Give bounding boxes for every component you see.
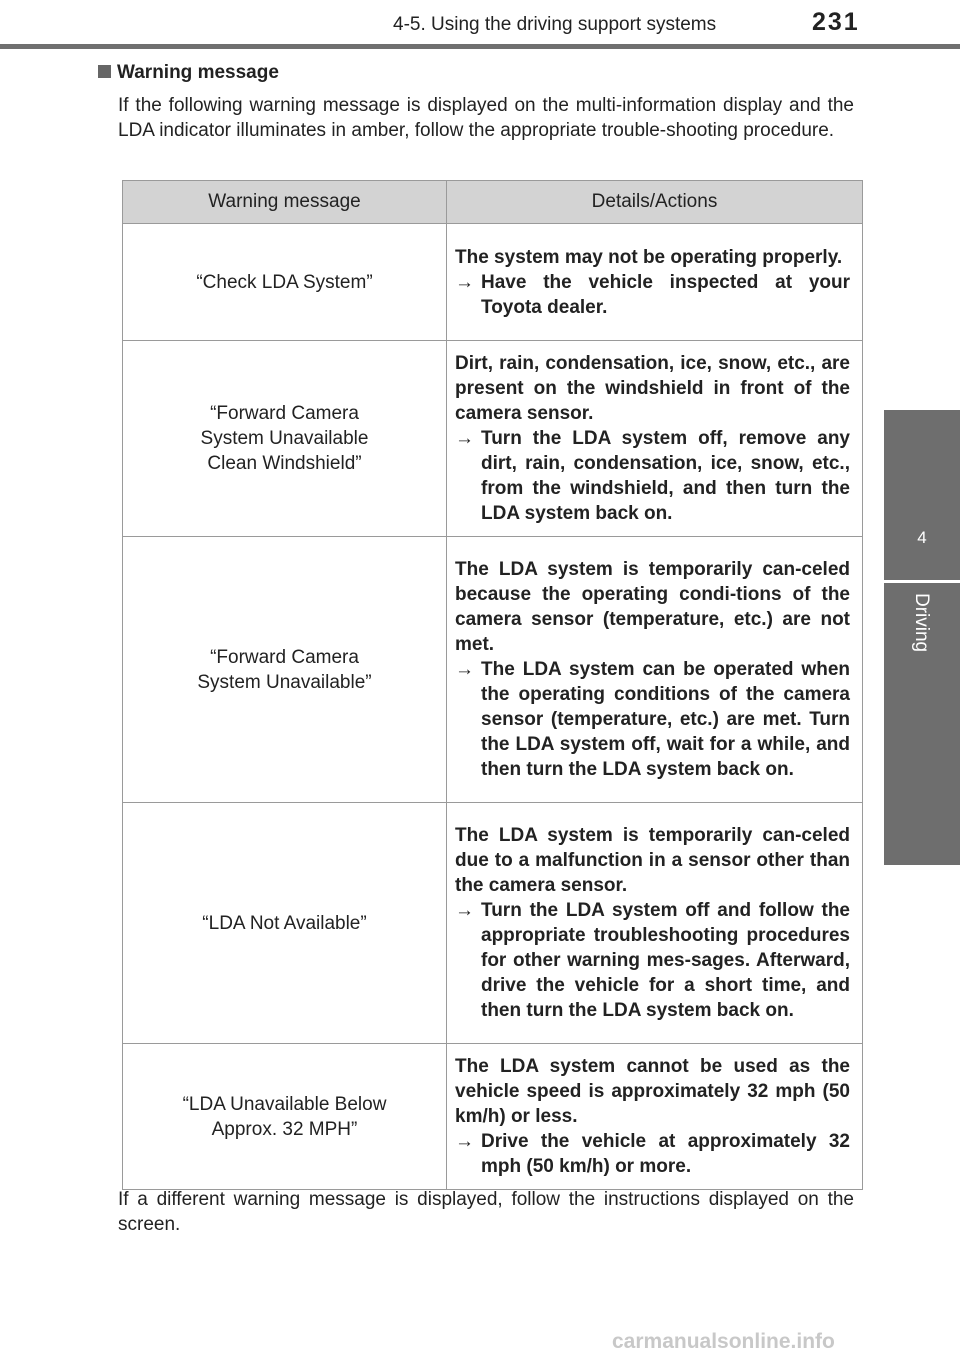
warning-message-cell: “LDA Unavailable Below Approx. 32 MPH” bbox=[123, 1044, 447, 1190]
details-cell bbox=[447, 803, 863, 1044]
arrow-icon: → bbox=[455, 428, 474, 449]
details-cell bbox=[447, 224, 863, 341]
intro-paragraph: If the following warning message is displayed on the multi-information display and the LDA indicator illuminates in amber, follow the appropriate trouble-shooting procedure. bbox=[118, 95, 854, 141]
warning-table bbox=[122, 180, 863, 1190]
warning-message-cell: “Forward Camera System Unavailable Clean Windshield” bbox=[123, 341, 447, 537]
table-row bbox=[123, 803, 863, 1044]
action-text: The LDA system can be operated when the operating conditions of the camera sensor (temperature, etc.) are met. Turn the LDA system off, wait for a while, and then turn the LDA system back on. bbox=[481, 659, 850, 780]
details-cell bbox=[447, 341, 863, 537]
action-item bbox=[455, 898, 850, 1023]
chapter-number: 4 bbox=[917, 528, 927, 547]
warning-message-cell: “LDA Not Available” bbox=[123, 803, 447, 1044]
arrow-icon: → bbox=[455, 659, 474, 680]
detail-text: The LDA system cannot be used as the vehicle speed is approximately 32 mph (50 km/h) or less. bbox=[455, 1056, 850, 1127]
side-tab-chapter-label bbox=[884, 583, 960, 865]
action-text: Have the vehicle inspected at your Toyota dealer. bbox=[481, 271, 850, 318]
section-heading-text: Warning message bbox=[117, 62, 279, 83]
detail-text: The LDA system is temporarily can-celed due to a malfunction in a sensor other than the camera sensor. bbox=[455, 825, 850, 896]
arrow-icon: → bbox=[455, 271, 474, 293]
arrow-icon: → bbox=[455, 900, 474, 921]
action-text: Drive the vehicle at approximately 32 mph (50 km/h) or more. bbox=[481, 1131, 850, 1177]
action-text: Turn the LDA system off, remove any dirt, rain, condensation, ice, snow, etc., from the windshield, and then turn the LDA system back on. bbox=[481, 428, 850, 524]
header-title: 4-5. Using the driving support systems bbox=[393, 14, 717, 35]
detail-text: The system may not be operating properly. bbox=[455, 246, 843, 268]
chapter-label: Driving bbox=[911, 593, 932, 653]
watermark: carmanualsonline.info bbox=[612, 1330, 835, 1353]
square-bullet-icon bbox=[98, 65, 111, 78]
page-number: 231 bbox=[812, 8, 860, 36]
action-item bbox=[455, 1129, 850, 1179]
details-cell bbox=[447, 1044, 863, 1190]
column-header-details-actions: Details/Actions bbox=[447, 181, 863, 224]
details-cell bbox=[447, 537, 863, 803]
table-header-row bbox=[123, 181, 863, 224]
table-row bbox=[123, 1044, 863, 1190]
warning-message-cell: “Check LDA System” bbox=[123, 224, 447, 341]
action-item bbox=[455, 270, 850, 320]
table-row bbox=[123, 341, 863, 537]
column-header-warning-message: Warning message bbox=[123, 181, 447, 224]
table-row bbox=[123, 224, 863, 341]
side-tab-chapter-number bbox=[884, 410, 960, 580]
action-item bbox=[455, 657, 850, 782]
section-heading bbox=[98, 62, 279, 84]
footer-note: If a different warning message is displayed, follow the instructions displayed on the screen. bbox=[118, 1189, 854, 1235]
table-row bbox=[123, 537, 863, 803]
arrow-icon: → bbox=[455, 1131, 474, 1152]
header-rule bbox=[0, 44, 960, 49]
warning-message-cell: “Forward Camera System Unavailable” bbox=[123, 537, 447, 803]
action-text: Turn the LDA system off and follow the appropriate troubleshooting procedures for other warning mes-sages. Afterward, drive the vehicle for a short time, and then turn the LDA system back on. bbox=[481, 900, 850, 1021]
detail-text: The LDA system is temporarily can-celed because the operating condi-tions of the camera sensor (temperature, etc.) are not met. bbox=[455, 559, 850, 655]
detail-text: Dirt, rain, condensation, ice, snow, etc., are present on the windshield in front of the camera sensor. bbox=[455, 353, 850, 424]
action-item bbox=[455, 426, 850, 526]
